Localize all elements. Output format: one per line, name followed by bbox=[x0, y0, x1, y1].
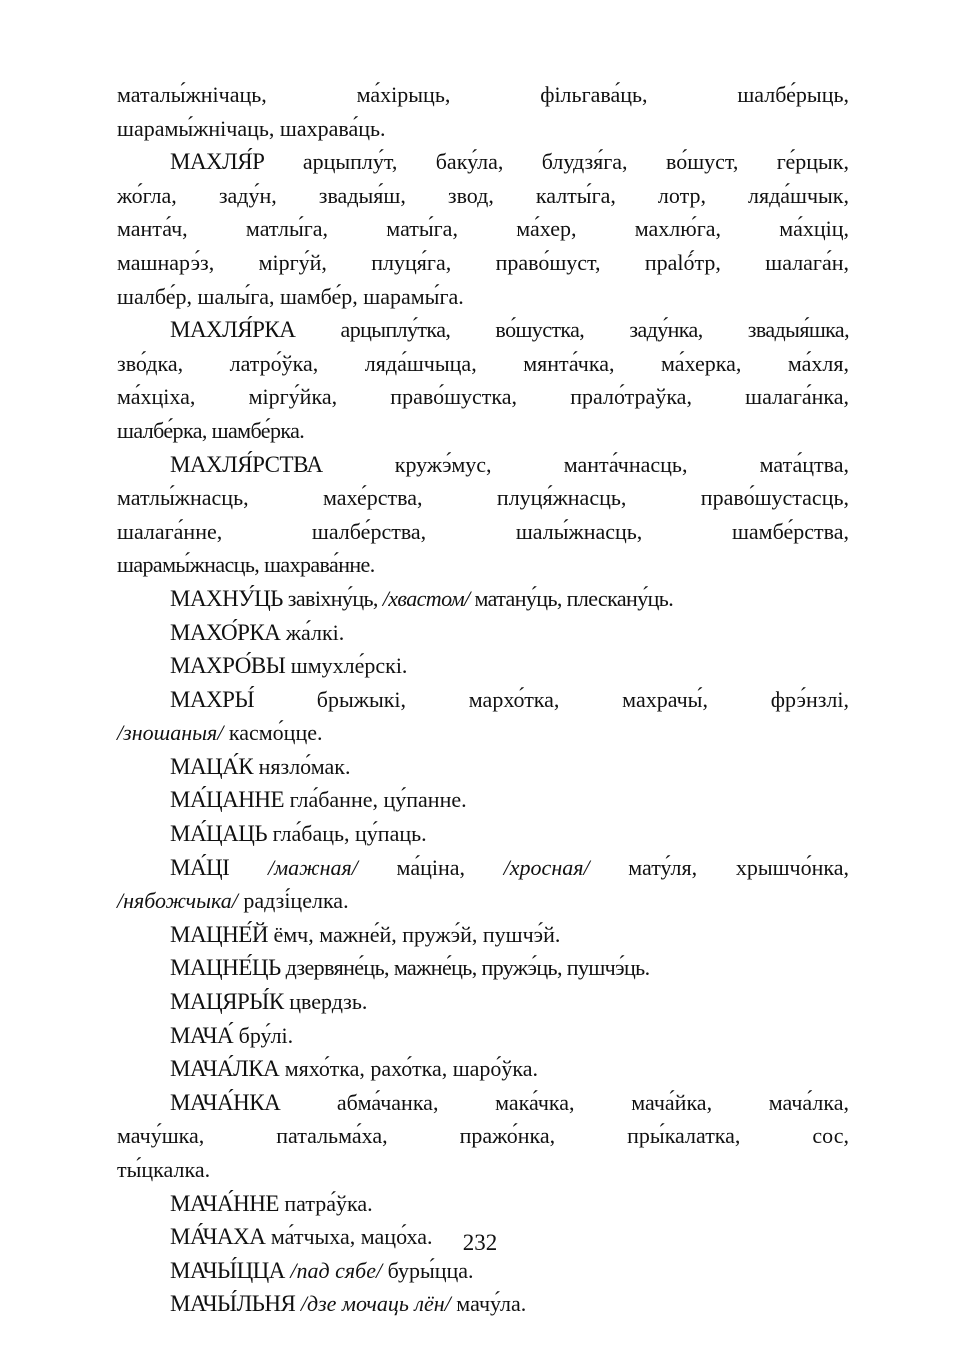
dictionary-entry bbox=[117, 1254, 849, 1288]
dictionary-entry bbox=[117, 1052, 849, 1086]
headword: МА́ЦАННЕ bbox=[170, 787, 285, 813]
text-line: ма́хціха, міргу́йка, право́шустка, прало́траўка, шалага́нка, bbox=[117, 384, 849, 410]
headword: МАЦЯРЫ́К bbox=[170, 989, 284, 1015]
dictionary-entry bbox=[117, 851, 849, 918]
text-line: ты́цкалка. bbox=[117, 1157, 211, 1182]
text-line: жо́гла, заду́н, звадыя́ш, звод, калты́га, лотр, ляда́шчык, bbox=[117, 182, 849, 208]
dictionary-entry bbox=[117, 750, 849, 784]
synonyms: дзервяне́ць, мажне́ць, пружэ́ць, пушчэ́ць. bbox=[285, 955, 650, 981]
dictionary-entry bbox=[117, 1019, 849, 1053]
text-line: зво́дка, латро́ўка, ляда́шчыца, мянта́чка, ма́херка, ма́хля, bbox=[117, 350, 849, 376]
synonyms: радзі́целка. bbox=[237, 888, 349, 914]
entry-first-line bbox=[117, 448, 849, 482]
usage-note: /дзе мочаць лён/ bbox=[300, 1291, 451, 1317]
entry-first-line bbox=[117, 1086, 849, 1120]
usage-note: /мажная/ bbox=[268, 854, 358, 880]
headword: МАЧА́ЛКА bbox=[170, 1056, 280, 1082]
dictionary-entry bbox=[117, 1287, 849, 1321]
dictionary-entry bbox=[117, 313, 849, 447]
synonyms: кружэ́мус, манта́чнасць, мата́цтва, bbox=[394, 451, 849, 477]
dictionary-page bbox=[117, 78, 849, 1321]
dictionary-entry bbox=[117, 817, 849, 851]
synonyms: гла́баць, цу́паць. bbox=[272, 821, 427, 847]
dictionary-entry bbox=[117, 783, 849, 817]
synonyms: нязло́мак. bbox=[258, 753, 351, 779]
dictionary-entry bbox=[117, 985, 849, 1019]
synonyms: патра́ўка. bbox=[284, 1190, 373, 1216]
headword: МАЧЫ́ЛЬНЯ bbox=[170, 1291, 296, 1317]
synonyms: завіхну́ць, bbox=[287, 585, 383, 611]
headword: МА́ЦАЦЬ bbox=[170, 821, 268, 847]
synonyms: жа́лкі. bbox=[285, 619, 345, 645]
headword: МАЧА́ННЕ bbox=[170, 1190, 279, 1216]
synonyms: цвердзь. bbox=[289, 989, 368, 1015]
dictionary-entry bbox=[117, 1187, 849, 1221]
synonyms: мяхо́тка, рахо́тка, шаро́ўка. bbox=[284, 1056, 539, 1082]
synonyms: арцыплу́тка, во́шустка, заду́нка, звадыя́шка, bbox=[340, 317, 849, 343]
text-line: шалага́нне, шалбе́рства, шалы́жнасць, шамбе́рства, bbox=[117, 518, 849, 544]
headword: МА́ЧАХА bbox=[170, 1224, 266, 1250]
dictionary-entry bbox=[117, 649, 849, 683]
text-line: шарамы́жнасць, шахрава́нне. bbox=[117, 552, 375, 578]
synonyms: ёмч, мажне́й, пружэ́й, пушчэ́й. bbox=[273, 921, 561, 947]
text-line: шарамы́жнічаць, шахрава́ць. bbox=[117, 115, 386, 141]
headword: МАХО́РКА bbox=[170, 619, 281, 645]
dictionary-entry bbox=[117, 448, 849, 582]
synonyms: ма́ціна, bbox=[357, 854, 504, 880]
entry-first-line bbox=[117, 851, 849, 885]
entry-first-line bbox=[117, 313, 849, 347]
entry-first-line bbox=[117, 683, 849, 717]
headword: МАЦНЕ́Й bbox=[170, 921, 268, 947]
text-line: мачу́шка, патальма́ха, пражо́нка, пры́калатка, сос, bbox=[117, 1123, 849, 1149]
synonyms: матану́ць, плескану́ць. bbox=[469, 585, 674, 611]
headword: МАХРО́ВЫ bbox=[170, 653, 286, 679]
dictionary-entry bbox=[117, 616, 849, 650]
headword: МАХЛЯ́Р bbox=[170, 149, 265, 175]
usage-note: /пад сябе/ bbox=[290, 1257, 383, 1283]
headword: МАЦНЕ́ЦЬ bbox=[170, 955, 281, 981]
text-line: матлы́жнасць, махе́рства, плуця́жнасць, право́шустасць, bbox=[117, 485, 849, 511]
text-line bbox=[117, 884, 849, 918]
dictionary-entry bbox=[117, 582, 849, 616]
synonyms: буры́цца. bbox=[382, 1257, 474, 1283]
usage-note: /хросная/ bbox=[503, 854, 590, 880]
text-line bbox=[117, 716, 849, 750]
usage-note: /зношаныя/ bbox=[117, 720, 224, 746]
headword: МАЦА́К bbox=[170, 753, 254, 779]
entry-first-line bbox=[117, 145, 849, 179]
dictionary-entry bbox=[117, 1086, 849, 1187]
synonyms: гла́банне, цу́панне. bbox=[289, 787, 467, 813]
headword: МАХЛЯ́РСТВА bbox=[170, 451, 323, 477]
headword: МА́ЦІ bbox=[170, 854, 230, 880]
headword: МАХНУ́ЦЬ bbox=[170, 585, 283, 611]
usage-note: /хвастом/ bbox=[382, 585, 470, 611]
synonyms: мату́ля, хрышчо́нка, bbox=[589, 854, 849, 880]
dictionary-entry bbox=[117, 145, 849, 313]
text-line: машнарэ́з, міргу́й, плуця́га, право́шуст, праló́тр, шалага́н, bbox=[117, 249, 849, 275]
synonyms: шмухле́рскі. bbox=[290, 653, 408, 679]
headword: МАЧА́ bbox=[170, 1022, 234, 1048]
page-number: 232 bbox=[462, 1230, 498, 1255]
headword: МАХРЫ́ bbox=[170, 686, 255, 712]
text-line: манта́ч, матлы́га, маты́га, ма́хер, махлю́га, ма́хціц, bbox=[117, 216, 849, 242]
synonyms: касмо́цце. bbox=[223, 720, 323, 746]
dictionary-entry bbox=[117, 918, 849, 952]
text-line: маталы́жнічаць, ма́хірыць, фільгава́ць, шалбе́рыць, bbox=[117, 82, 849, 107]
synonyms: ма́тчыха, мацо́ха. bbox=[270, 1224, 433, 1250]
synonyms: арцыплу́т, баку́ла, блудзя́га, во́шуст, ге́рцык, bbox=[302, 149, 849, 175]
headword: МАЧЫ́ЦЦА bbox=[170, 1257, 285, 1283]
synonyms: мачу́ла. bbox=[450, 1291, 527, 1317]
usage-note: /нябожчыка/ bbox=[117, 888, 238, 914]
synonyms: абма́чанка, мака́чка, мача́йка, мача́лка, bbox=[336, 1089, 849, 1115]
dictionary-entry bbox=[117, 951, 849, 985]
synonyms: брыжыкі, мархо́тка, махрачы́, фрэ́нзлі, bbox=[316, 686, 849, 712]
headword: МАХЛЯ́РКА bbox=[170, 317, 296, 343]
synonyms: бру́лі. bbox=[238, 1022, 294, 1048]
dictionary-entry bbox=[117, 683, 849, 750]
text-line: шалбе́р, шалы́га, шамбе́р, шарамы́га. bbox=[117, 283, 464, 309]
headword: МАЧА́НКА bbox=[170, 1089, 281, 1115]
text-line: шалбе́рка, шамбе́рка. bbox=[117, 417, 305, 443]
